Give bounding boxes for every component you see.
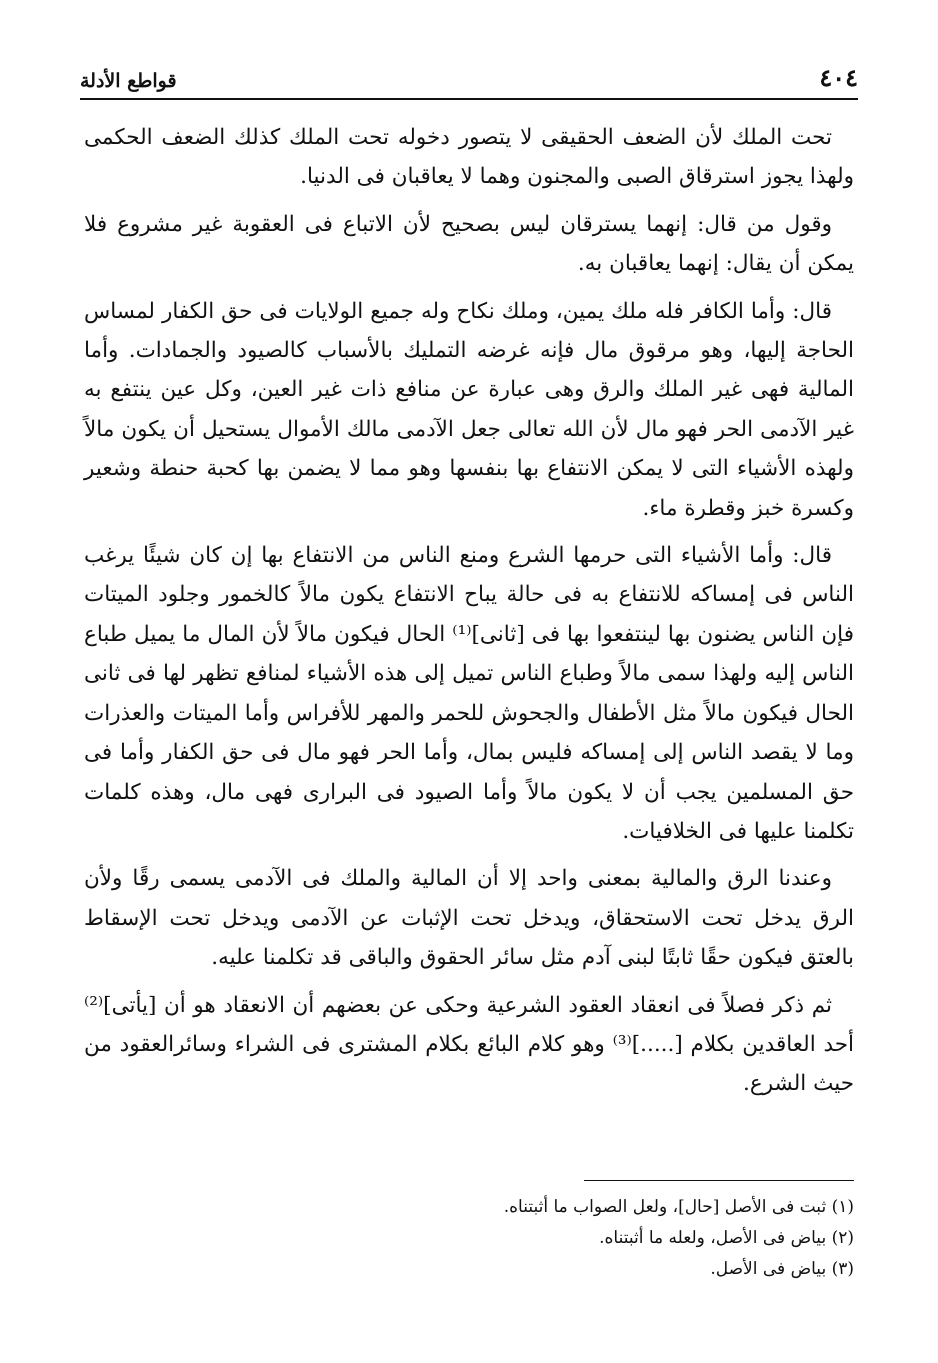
paragraph: تحت الملك لأن الضعف الحقيقى لا يتصور دخوله تحت الملك كذلك الضعف الحكمى ولهذا يجوز استرقاق الصبى والمجنون وهما لا يعاقبان فى الدنيا. [84,125,854,190]
page-header [80,60,858,100]
paragraph: قال: وأما الأشياء التى حرمها الشرع ومنع الناس من الانتفاع بها إن كان شيئًا يرغب الناس فى إمساكه للانتفاع به فى حالة يباح الانتفاع يكون مالاً كالخمور وجلود الميتات فإن الناس يضنون بها لينتفعوا بها فى [ثانى]⁽¹⁾ الحال فيكون مالاً لأن المال ما يميل طباع الناس إليه ولهذا سمى مالاً وطباع الناس تميل إلى هذه الأشياء لمنافع تظهر لها فى ثانى الحال فيكون مالاً مثل الأطفال والجحوش للحمر والمهر للأفراس وأما الميتات والعذرات وما لا يقصد الناس إلى إمساكه فليس بمال، وأما الحر فهو مال فى حق الكفار وأما فى حق المسلمين يجب أن لا يكون مالاً وأما الصيود فى البرارى فهى مال، وهذه كلمات تكلمنا عليها فى الخلافيات. [84,543,854,844]
paragraph: قال: وأما الكافر فله ملك يمين، وملك نكاح وله جميع الولايات فى حق الكفار لمساس الحاجة إليها، وهو مرقوق مال فإنه غرضه التمليك بالأسباب كالصيود والجمادات. وأما المالية فهى غير الملك والرق وهى عبارة عن منافع ذات غير العين، وكل عين ينتفع به غير الآدمى الحر فهو مال لأن الله تعالى جعل الآدمى مالك الأموال يستحيل أن يكون مالاً ولهذه الأشياء التى لا يمكن الانتفاع بها بنفسها وهو مما لا يضمن بها كحبة حنطة وشعير وكسرة خبز وقطرة ماء. [84,298,854,521]
footnote: (٣) بياض فى الأصل. [710,1259,854,1279]
page-body [84,118,854,1112]
footnote: (٢) بياض فى الأصل، ولعله ما أثبتناه. [599,1228,854,1248]
page-number: ٤٠٤ [819,63,858,92]
footnote-divider [584,1180,854,1181]
footnotes [84,1192,854,1285]
running-title: قواطع الأدلة [80,70,177,92]
paragraph: ثم ذكر فصلاً فى انعقاد العقود الشرعية وحكى عن بعضهم أن الانعقاد هو أن [يأتى]⁽²⁾ أحد العاقدين بكلام [.....]⁽³⁾ وهو كلام البائع بكلام المشترى فى الشراء وسائرالعقود من حيث الشرع. [84,992,855,1097]
footnote: (١) ثبت فى الأصل [حال]، ولعل الصواب ما أثبتناه. [503,1197,854,1217]
paragraph: وعندنا الرق والمالية بمعنى واحد إلا أن المالية والملك فى الآدمى يسمى رقًا ولأن الرق يدخل تحت الاستحقاق، ويدخل تحت الإثبات عن الآدمى ويدخل تحت الإسقاط بالعتق فيكون حقًا ثابتًا لبنى آدم مثل سائر الحقوق والباقى قد تكلمنا عليه. [84,866,854,971]
paragraph: وقول من قال: إنهما يسترقان ليس بصحيح لأن الاتباع فى العقوبة غير مشروع فلا يمكن أن يقال: إنهما يعاقبان به. [84,211,854,277]
